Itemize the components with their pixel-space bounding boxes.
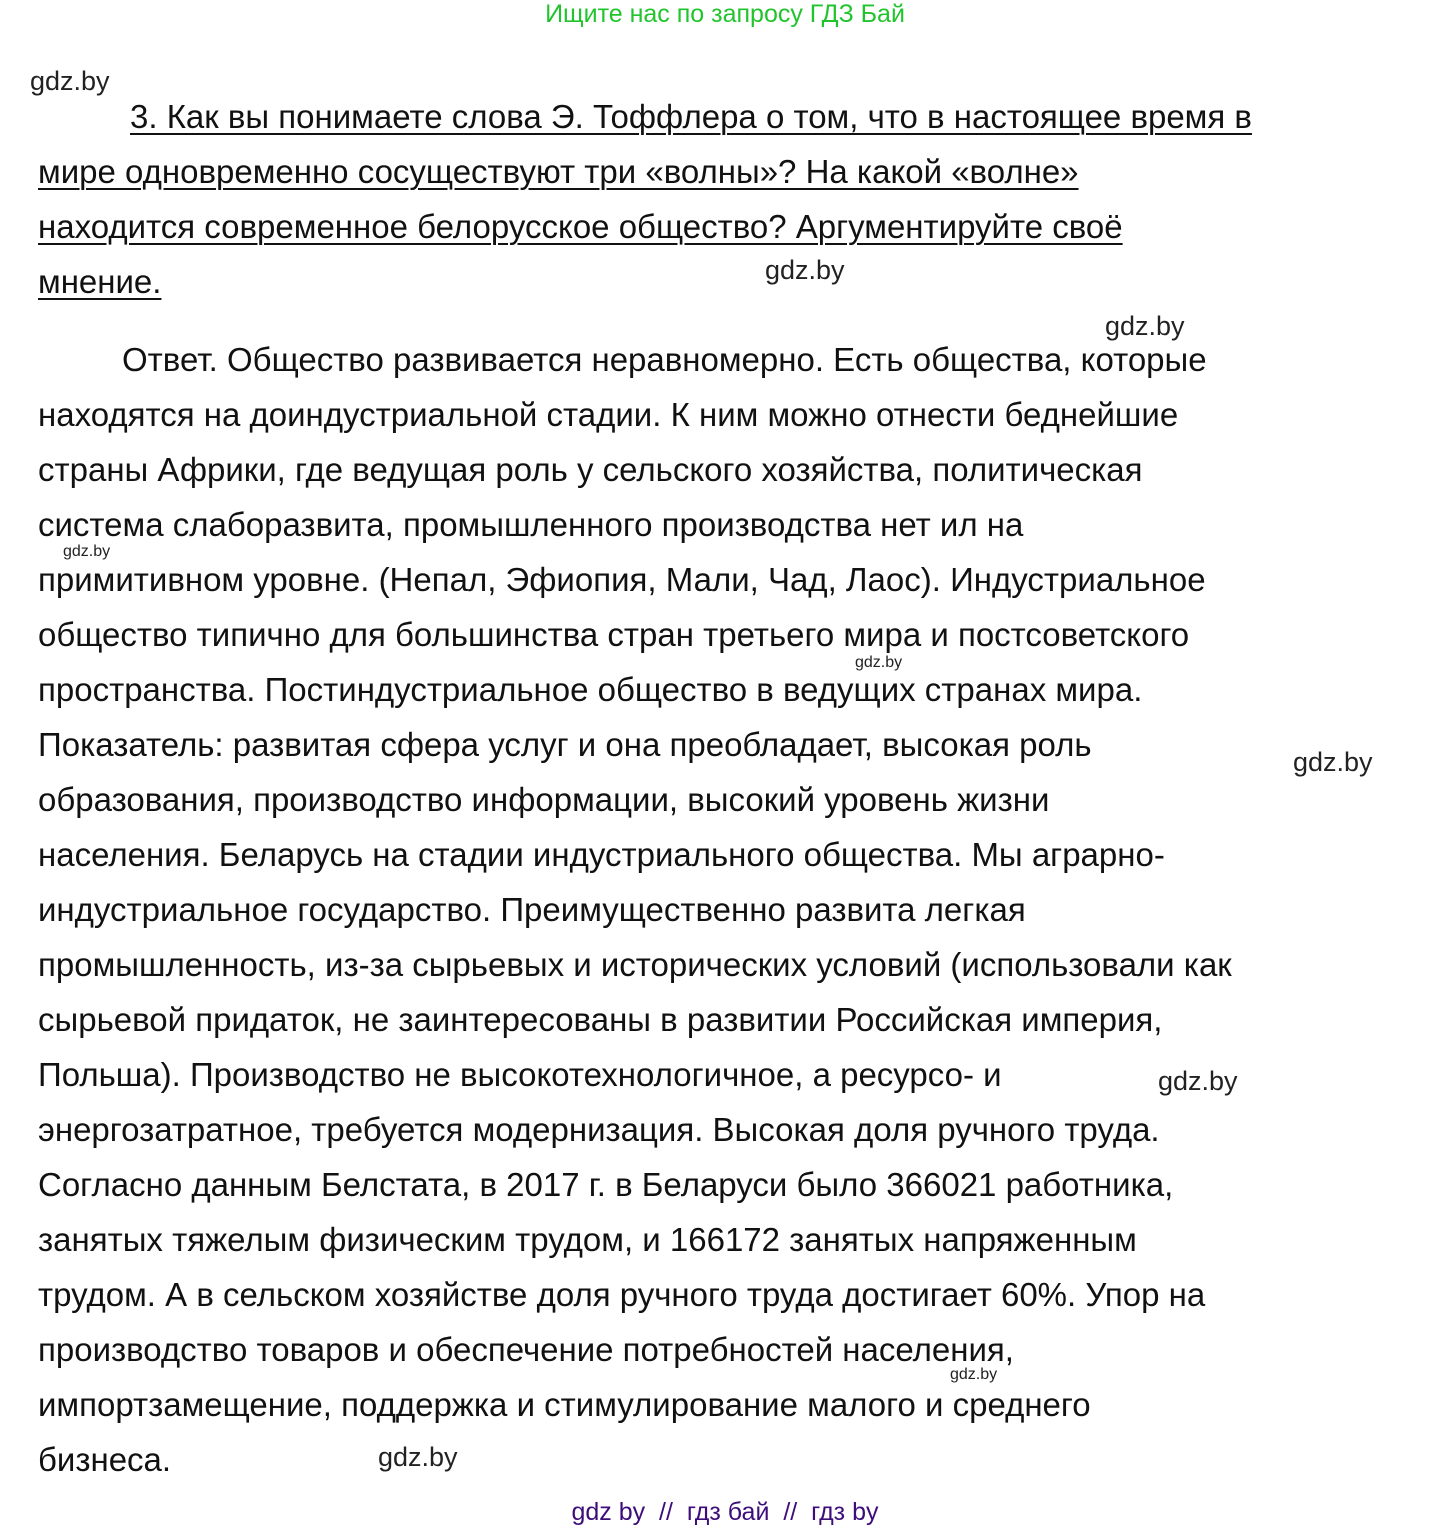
answer-line: общество типично для большинства стран третьего мира и постсоветского [38,616,1190,653]
watermark: gdz.by [1158,1066,1238,1096]
question-line: мире одновременно сосуществуют три «волны»? На какой «волне» [38,153,1079,190]
watermark: gdz.by [1105,311,1185,341]
answer-line: бизнеса. [38,1441,172,1478]
watermark: gdz.by [855,654,903,671]
question-line: мнение. [38,263,162,300]
answer-line: населения. Беларусь на стадии индустриального общества. Мы аграрно- [38,836,1165,873]
answer-line: Польша). Производство не высокотехнологичное, а ресурсо- и [38,1056,1002,1093]
answer-line: трудом. А в сельском хозяйстве доля ручного труда достигает 60%. Упор на [38,1276,1206,1313]
answer-line: пространства. Постиндустриальное общество в ведущих странах мира. [38,671,1143,708]
answer-line: Согласно данным Белстата, в 2017 г. в Беларуси было 366021 работника, [38,1166,1174,1203]
question-line: 3. Как вы понимаете слова Э. Тоффлера о том, что в настоящее время в [130,98,1252,135]
watermark: gdz.by [950,1366,998,1383]
watermark: gdz.by [1293,747,1373,777]
answer-line: индустриальное государство. Преимущественно развита легкая [38,891,1026,928]
watermark: gdz.by [63,543,111,560]
answer-line: система слаборазвита, промышленного производства нет ил на [38,506,1024,543]
answer-line: страны Африки, где ведущая роль у сельского хозяйства, политическая [38,451,1143,488]
watermark: gdz.by [765,255,845,285]
answer-line: занятых тяжелым физическим трудом, и 166172 занятых напряженным [38,1221,1137,1258]
answer-line: производство товаров и обеспечение потребностей населения, [38,1331,1014,1368]
watermark: gdz.by [30,66,110,96]
answer-line: промышленность, из-за сырьевых и исторических условий (использовали как [38,946,1232,983]
answer-line: находятся на доиндустриальной стадии. К ним можно отнести беднейшие [38,396,1179,433]
answer-line: примитивном уровне. (Непал, Эфиопия, Мали, Чад, Лаос). Индустриальное [38,561,1206,598]
question-line: находится современное белорусское общество? Аргументируйте своё [38,208,1123,245]
answer-line: сырьевой придаток, не заинтересованы в развитии Российская империя, [38,1001,1163,1038]
footer-links: gdz by // гдз бай // гдз by [571,1498,879,1526]
search-banner: Ищите нас по запросу ГДЗ Бай [545,0,905,28]
answer-line: образования, производство информации, высокий уровень жизни [38,781,1050,818]
answer-line: энергозатратное, требуется модернизация. Высокая доля ручного труда. [38,1111,1160,1148]
answer-line: Показатель: развитая сфера услуг и она преобладает, высокая роль [38,726,1092,763]
answer-line: импортзамещение, поддержка и стимулирование малого и среднего [38,1386,1091,1423]
watermark: gdz.by [378,1442,458,1472]
answer-line: Ответ. Общество развивается неравномерно. Есть общества, которые [122,341,1207,378]
